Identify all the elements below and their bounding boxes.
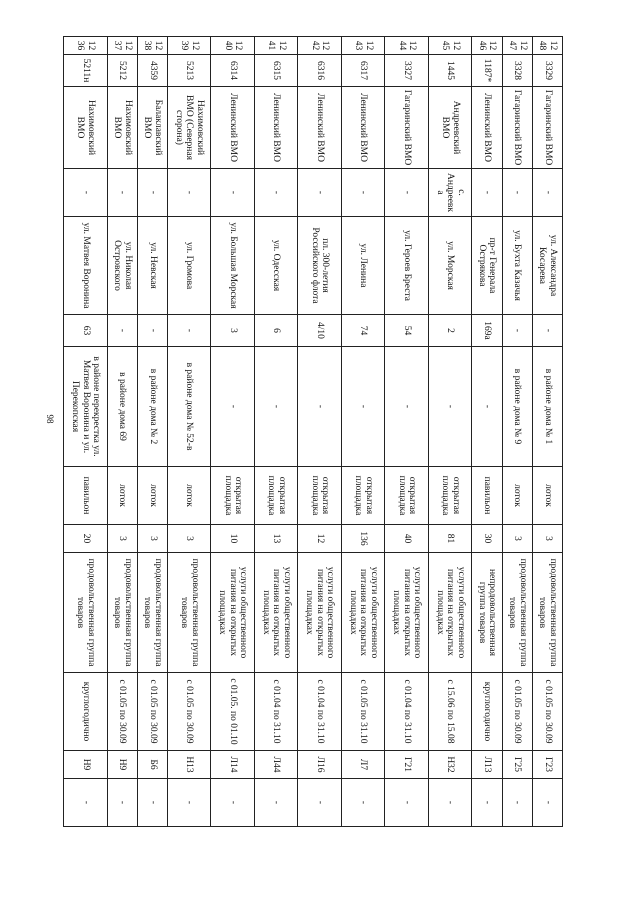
cell-object-type: лоток bbox=[502, 467, 532, 525]
cell-scheme-no: Н9 bbox=[64, 751, 108, 779]
cell-scheme-no: Г23 bbox=[532, 751, 562, 779]
cell-house: 4/10 bbox=[298, 315, 341, 347]
cell-street: ул. Ленина bbox=[341, 217, 384, 315]
table-row bbox=[168, 37, 211, 827]
cell-street: ул. Морская bbox=[428, 217, 471, 315]
table-row bbox=[472, 37, 502, 827]
cell-scheme-no: Г21 bbox=[385, 751, 428, 779]
cell-landmark: - bbox=[472, 347, 502, 467]
table-row bbox=[385, 37, 428, 827]
cell-object-type: открытая площадка bbox=[298, 467, 341, 525]
cell-period: с 01.05 по 31.10 bbox=[341, 673, 384, 751]
cell-note: - bbox=[254, 779, 297, 827]
cell-code: 3329 bbox=[532, 55, 562, 87]
cell-no: 1236 bbox=[64, 37, 108, 55]
cell-area: 136 bbox=[341, 525, 384, 553]
cell-no: 1239 bbox=[168, 37, 211, 55]
table-row bbox=[298, 37, 341, 827]
cell-district: Андреевский ВМО bbox=[428, 87, 471, 169]
placement-scheme-table bbox=[63, 36, 563, 827]
cell-district: Ленинский ВМО bbox=[254, 87, 297, 169]
cell-scheme-no: Н13 bbox=[168, 751, 211, 779]
cell-area: 3 bbox=[502, 525, 532, 553]
cell-scheme-no: Л16 bbox=[298, 751, 341, 779]
cell-locality: - bbox=[341, 169, 384, 217]
cell-scheme-no: Н32 bbox=[428, 751, 471, 779]
cell-specialization: продовольственная группа товаров bbox=[532, 553, 562, 673]
cell-code: 5212 bbox=[107, 55, 137, 87]
cell-code: 1187* bbox=[472, 55, 502, 87]
cell-street: ул. Невская bbox=[137, 217, 167, 315]
cell-house: - bbox=[532, 315, 562, 347]
cell-note: - bbox=[428, 779, 471, 827]
cell-note: - bbox=[532, 779, 562, 827]
cell-period: с 01.04 по 31.10 bbox=[298, 673, 341, 751]
cell-scheme-no: Б6 bbox=[137, 751, 167, 779]
cell-locality: - bbox=[532, 169, 562, 217]
cell-area: 10 bbox=[211, 525, 254, 553]
cell-period: круглогодично bbox=[64, 673, 108, 751]
cell-specialization: непродовольственная группа товаров bbox=[472, 553, 502, 673]
cell-note: - bbox=[298, 779, 341, 827]
cell-code: 6316 bbox=[298, 55, 341, 87]
cell-area: 3 bbox=[107, 525, 137, 553]
cell-house: 3 bbox=[211, 315, 254, 347]
cell-house: - bbox=[502, 315, 532, 347]
cell-note: - bbox=[472, 779, 502, 827]
cell-street: ул. Героев Бреста bbox=[385, 217, 428, 315]
cell-house: 63 bbox=[64, 315, 108, 347]
cell-landmark: в районе дома № 9 bbox=[502, 347, 532, 467]
cell-landmark: - bbox=[211, 347, 254, 467]
cell-note: - bbox=[64, 779, 108, 827]
cell-area: 3 bbox=[168, 525, 211, 553]
cell-note: - bbox=[168, 779, 211, 827]
cell-area: 81 bbox=[428, 525, 471, 553]
cell-object-type: открытая площадка bbox=[341, 467, 384, 525]
cell-code: 1445 bbox=[428, 55, 471, 87]
cell-landmark: в районе дома № 1 bbox=[532, 347, 562, 467]
cell-specialization: услуги общественного питания на открытых площадках bbox=[254, 553, 297, 673]
cell-code: 6314 bbox=[211, 55, 254, 87]
cell-no: 1244 bbox=[385, 37, 428, 55]
cell-district: Балаклавский ВМО bbox=[137, 87, 167, 169]
cell-specialization: продовольственная группа товаров bbox=[168, 553, 211, 673]
cell-code: 5211н bbox=[64, 55, 108, 87]
cell-house: 169а bbox=[472, 315, 502, 347]
cell-district: Нахимовский ВМО (Северная сторона) bbox=[168, 87, 211, 169]
cell-code: 5213 bbox=[168, 55, 211, 87]
cell-specialization: продовольственная группа товаров bbox=[107, 553, 137, 673]
cell-object-type: лоток bbox=[168, 467, 211, 525]
cell-district: Ленинский ВМО bbox=[341, 87, 384, 169]
cell-note: - bbox=[385, 779, 428, 827]
cell-period: с 01.05 по 30.09 bbox=[502, 673, 532, 751]
cell-area: 13 bbox=[254, 525, 297, 553]
cell-scheme-no: Г25 bbox=[502, 751, 532, 779]
cell-locality: - bbox=[502, 169, 532, 217]
cell-note: - bbox=[341, 779, 384, 827]
table-row bbox=[428, 37, 471, 827]
cell-no: 1241 bbox=[254, 37, 297, 55]
cell-specialization: продовольственная группа товаров bbox=[502, 553, 532, 673]
table-row bbox=[254, 37, 297, 827]
cell-landmark: - bbox=[254, 347, 297, 467]
cell-district: Нахимовский ВМО bbox=[107, 87, 137, 169]
cell-period: с 01.05 по 30.09 bbox=[168, 673, 211, 751]
cell-locality: - bbox=[254, 169, 297, 217]
cell-object-type: павильон bbox=[64, 467, 108, 525]
cell-specialization: услуги общественного питания на открытых площадках bbox=[298, 553, 341, 673]
cell-locality: - bbox=[64, 169, 108, 217]
cell-district: Гагаринский ВМО bbox=[532, 87, 562, 169]
cell-house: 74 bbox=[341, 315, 384, 347]
cell-street: ул. Бухта Казачья bbox=[502, 217, 532, 315]
cell-area: 40 bbox=[385, 525, 428, 553]
cell-no: 1237 bbox=[107, 37, 137, 55]
cell-scheme-no: Л13 bbox=[472, 751, 502, 779]
table-row bbox=[137, 37, 167, 827]
cell-note: - bbox=[107, 779, 137, 827]
cell-scheme-no: Л44 bbox=[254, 751, 297, 779]
cell-period: с 01.05 по 30.09 bbox=[137, 673, 167, 751]
cell-specialization: услуги общественного питания на открытых площадках bbox=[341, 553, 384, 673]
cell-house: 6 bbox=[254, 315, 297, 347]
cell-no: 1247 bbox=[502, 37, 532, 55]
cell-house: - bbox=[137, 315, 167, 347]
cell-scheme-no: Н9 bbox=[107, 751, 137, 779]
cell-district: Ленинский ВМО bbox=[472, 87, 502, 169]
rotated-table-container bbox=[63, 36, 563, 826]
cell-no: 1245 bbox=[428, 37, 471, 55]
table-row bbox=[502, 37, 532, 827]
cell-period: с 01.05 по 30.09 bbox=[107, 673, 137, 751]
cell-house: - bbox=[168, 315, 211, 347]
cell-period: с 01.04 по 31.10 bbox=[254, 673, 297, 751]
table-row bbox=[107, 37, 137, 827]
cell-area: 30 bbox=[472, 525, 502, 553]
cell-code: 3327 bbox=[385, 55, 428, 87]
cell-no: 1240 bbox=[211, 37, 254, 55]
table-row bbox=[64, 37, 108, 827]
cell-note: - bbox=[502, 779, 532, 827]
cell-object-type: открытая площадка bbox=[428, 467, 471, 525]
page-number: 98 bbox=[45, 414, 55, 424]
cell-period: с 01.05 по 30.09 bbox=[532, 673, 562, 751]
cell-locality: - bbox=[137, 169, 167, 217]
cell-period: с 01.04 по 31.10 bbox=[385, 673, 428, 751]
cell-object-type: лоток bbox=[137, 467, 167, 525]
cell-house: 54 bbox=[385, 315, 428, 347]
cell-code: 6315 bbox=[254, 55, 297, 87]
cell-locality: - bbox=[168, 169, 211, 217]
cell-house: - bbox=[107, 315, 137, 347]
cell-street: пл. 300-летия Российского флота bbox=[298, 217, 341, 315]
cell-locality: с. Андреевка bbox=[428, 169, 471, 217]
cell-object-type: открытая площадка bbox=[385, 467, 428, 525]
cell-note: - bbox=[211, 779, 254, 827]
cell-scheme-no: Л7 bbox=[341, 751, 384, 779]
table-row bbox=[532, 37, 562, 827]
cell-period: с 01.05. по 01.10 bbox=[211, 673, 254, 751]
cell-landmark: - bbox=[298, 347, 341, 467]
cell-locality: - bbox=[211, 169, 254, 217]
table-row bbox=[211, 37, 254, 827]
cell-object-type: лоток bbox=[532, 467, 562, 525]
cell-specialization: услуги общественного питания на открытых площадках bbox=[428, 553, 471, 673]
cell-street: ул. Громова bbox=[168, 217, 211, 315]
cell-code: 4359 bbox=[137, 55, 167, 87]
cell-area: 3 bbox=[137, 525, 167, 553]
cell-code: 3328 bbox=[502, 55, 532, 87]
cell-street: ул. Одесская bbox=[254, 217, 297, 315]
cell-street: пр-т Генерала Острякова bbox=[472, 217, 502, 315]
cell-house: 2 bbox=[428, 315, 471, 347]
cell-no: 1242 bbox=[298, 37, 341, 55]
cell-no: 1248 bbox=[532, 37, 562, 55]
cell-note: - bbox=[137, 779, 167, 827]
cell-object-type: лоток bbox=[107, 467, 137, 525]
cell-landmark: в районе дома 69 bbox=[107, 347, 137, 467]
cell-object-type: павильон bbox=[472, 467, 502, 525]
cell-district: Гагаринский ВМО bbox=[385, 87, 428, 169]
cell-locality: - bbox=[472, 169, 502, 217]
cell-landmark: в районе дома № 2 bbox=[137, 347, 167, 467]
cell-object-type: открытая площадка bbox=[254, 467, 297, 525]
cell-area: 3 bbox=[532, 525, 562, 553]
cell-locality: - bbox=[298, 169, 341, 217]
cell-street: ул. Матвея Воронина bbox=[64, 217, 108, 315]
cell-district: Ленинский ВМО bbox=[298, 87, 341, 169]
cell-no: 1238 bbox=[137, 37, 167, 55]
cell-no: 1243 bbox=[341, 37, 384, 55]
cell-area: 20 bbox=[64, 525, 108, 553]
cell-no: 1246 bbox=[472, 37, 502, 55]
cell-street: ул. Николая Островского bbox=[107, 217, 137, 315]
cell-specialization: услуги общественного питания на открытых площадках bbox=[211, 553, 254, 673]
cell-landmark: в районе дома № 52-в bbox=[168, 347, 211, 467]
cell-district: Ленинский ВМО bbox=[211, 87, 254, 169]
cell-district: Нахимовский ВМО bbox=[64, 87, 108, 169]
cell-street: ул. Александра Косарева bbox=[532, 217, 562, 315]
cell-street: ул. Большая Морская bbox=[211, 217, 254, 315]
table-row bbox=[341, 37, 384, 827]
cell-specialization: продовольственная группа товаров bbox=[64, 553, 108, 673]
cell-landmark: в районе перекрестка ул. Матвея Воронина и ул. Перекопская bbox=[64, 347, 108, 467]
cell-locality: - bbox=[385, 169, 428, 217]
cell-specialization: услуги общественного питания на открытых площадках bbox=[385, 553, 428, 673]
cell-code: 6317 bbox=[341, 55, 384, 87]
cell-period: с 15.06 по 15.08 bbox=[428, 673, 471, 751]
cell-area: 12 bbox=[298, 525, 341, 553]
cell-landmark: - bbox=[341, 347, 384, 467]
cell-scheme-no: Л14 bbox=[211, 751, 254, 779]
cell-locality: - bbox=[107, 169, 137, 217]
cell-period: круглогодично bbox=[472, 673, 502, 751]
cell-landmark: - bbox=[385, 347, 428, 467]
cell-district: Гагаринский ВМО bbox=[502, 87, 532, 169]
cell-landmark: - bbox=[428, 347, 471, 467]
cell-specialization: продовольственная группа товаров bbox=[137, 553, 167, 673]
cell-object-type: открытая площадка bbox=[211, 467, 254, 525]
